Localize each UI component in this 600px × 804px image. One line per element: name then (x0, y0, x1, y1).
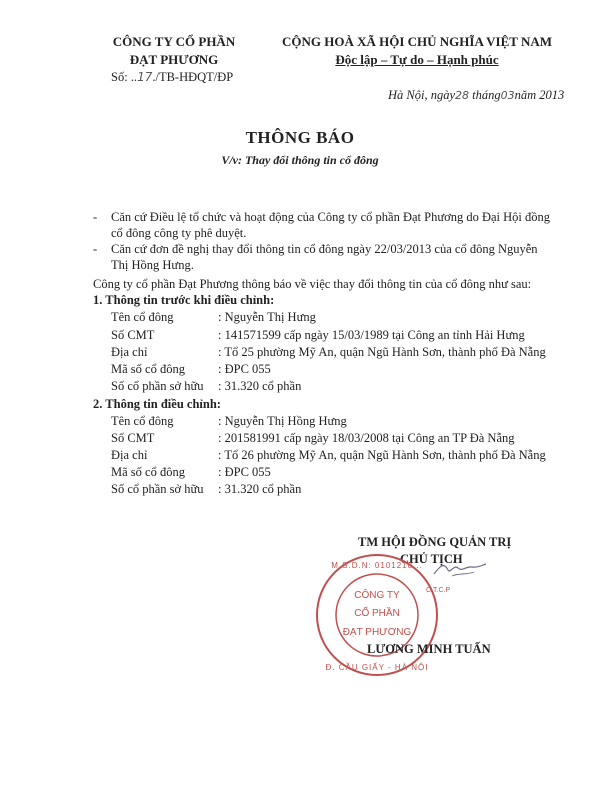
company-name-line1: CÔNG TY CỔ PHẦN (112, 34, 236, 49)
basis-1-line2: cổ đông công ty phê duyệt. (111, 226, 247, 240)
document-number (111, 69, 233, 85)
s1-row-label: Số CMT (111, 328, 155, 342)
s2-row-value: : ĐPC 055 (218, 465, 271, 479)
basis-1-bullet: - (93, 210, 98, 224)
basis-1-line1: Căn cứ Điều lệ tổ chức và hoạt động của Công ty cổ phần Đạt Phương do Đại Hội đồng (111, 210, 551, 224)
s2-row-label: Địa chỉ (111, 448, 148, 462)
document-title: THÔNG BÁO (245, 128, 355, 147)
svg-text:C.T.C.P: C.T.C.P (426, 587, 451, 594)
signature-role: CHỦ TỊCH (400, 552, 463, 566)
s1-row-value: : 141571599 cấp ngày 15/03/1989 tại Công an tỉnh Hải Hưng (218, 328, 525, 342)
s2-row-label: Tên cổ đông (111, 414, 174, 428)
svg-text:Đ. CẦU GIẤY - HÀ NỘI: Đ. CẦU GIẤY - HÀ NỘI (325, 663, 429, 672)
section-2-heading: 2. Thông tin điều chỉnh: (93, 397, 221, 411)
s2-row-value: : Nguyễn Thị Hồng Hưng (218, 414, 347, 428)
company-stamp (314, 552, 451, 682)
s1-row-value: : ĐPC 055 (218, 362, 271, 376)
s2-row-value: : 31.320 cổ phần (218, 482, 302, 496)
company-name-line2: ĐẠT PHƯƠNG (129, 52, 219, 67)
basis-2-bullet: - (93, 242, 98, 256)
s2-row-label: Số cổ phần sở hữu (111, 482, 204, 496)
date-prefix: Hà Nội, ngày (388, 88, 456, 102)
date-suffix: năm 2013 (514, 88, 565, 102)
stamp-line2: CỔ PHẦN (354, 608, 400, 619)
stamp-line3: ĐẠT PHƯƠNG (342, 627, 412, 638)
s1-row-label: Tên cổ đông (111, 310, 174, 324)
svg-text:M.S.D.N: 0101218...: M.S.D.N: 0101218... (331, 561, 423, 570)
basis-2-line1: Căn cứ đơn đề nghị thay đổi thông tin cổ đông ngày 22/03/2013 của cổ đông Nguyễn (111, 242, 538, 256)
date-mid: tháng (472, 88, 501, 102)
document-subject: V/v: Thay đổi thông tin cổ đông (221, 153, 379, 167)
section-1-heading: 1. Thông tin trước khi điều chỉnh: (93, 293, 275, 307)
s1-row-label: Địa chỉ (111, 345, 148, 359)
s2-row-value: : 201581991 cấp ngày 18/03/2008 tại Công an TP Đà Nẵng (218, 431, 515, 445)
s2-row-label: Số CMT (111, 431, 155, 445)
s1-row-value: : Tổ 25 phường Mỹ An, quận Ngũ Hành Sơn, thành phố Đà Nẵng (218, 345, 546, 359)
basis-2-line2: Thị Hồng Hưng. (111, 258, 194, 272)
document-date (388, 87, 564, 104)
signature-org: TM HỘI ĐỒNG QUẢN TRỊ (358, 535, 512, 549)
date-day-handwritten: 28 (455, 89, 470, 102)
s1-row-label: Số cổ phần sở hữu (111, 379, 204, 393)
stamp-line1: CÔNG TY (354, 590, 400, 601)
s2-row-value: : Tổ 26 phường Mỹ An, quận Ngũ Hành Sơn, thành phố Đà Nẵng (218, 448, 546, 462)
document-number-suffix: ./TB-HĐQT/ĐP (152, 70, 234, 84)
s1-row-value: : 31.320 cổ phần (218, 379, 302, 393)
s1-row-value: : Nguyễn Thị Hưng (218, 310, 316, 324)
document-number-handwritten: 17 (137, 70, 153, 84)
s2-row-label: Mã số cổ đông (111, 465, 185, 479)
intro-text: Công ty cổ phần Đạt Phương thông báo về việc thay đổi thông tin của cổ đông như sau: (93, 277, 532, 291)
document-number-prefix: Số: .. (111, 70, 138, 84)
national-title: CỘNG HOÀ XÃ HỘI CHỦ NGHĨA VIỆT NAM (281, 34, 553, 49)
date-month-handwritten: 03 (500, 89, 515, 102)
signer-name: LƯƠNG MINH TUẤN (367, 642, 491, 656)
national-motto: Độc lập – Tự do – Hạnh phúc (335, 52, 499, 67)
s1-row-label: Mã số cổ đông (111, 362, 185, 376)
